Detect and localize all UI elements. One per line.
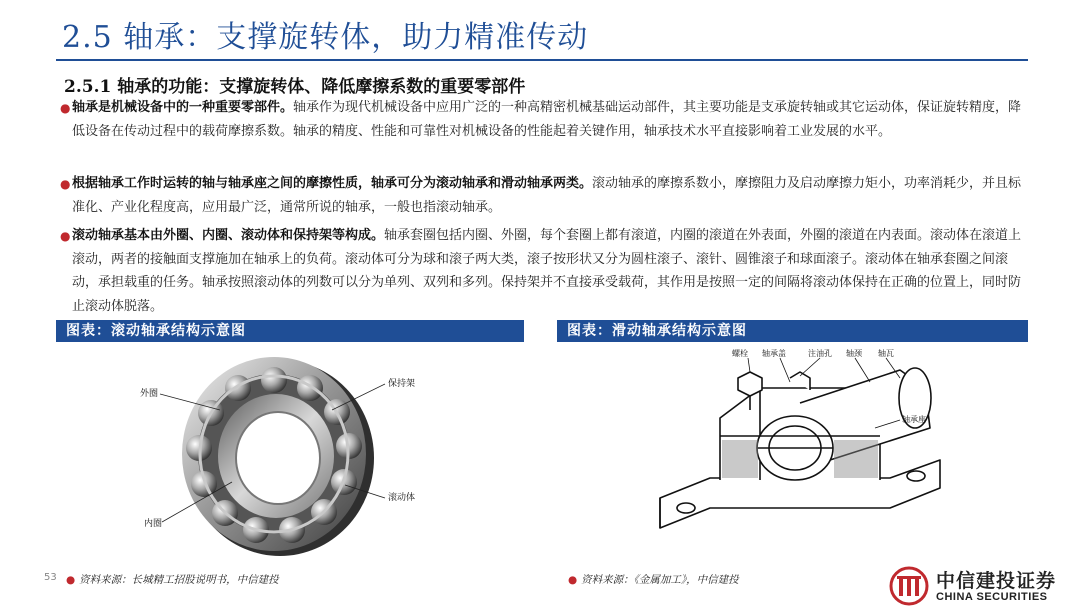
label-journal: 轴颈 bbox=[846, 349, 862, 358]
label-bearing-seat: 轴承座 bbox=[902, 415, 926, 424]
bullet-2-lead: 根据轴承工作时运转的轴与轴承座之间的摩擦性质，轴承可分为滚动轴承和滑动轴承两类。 bbox=[72, 176, 593, 191]
sliding-bearing-figure bbox=[650, 348, 950, 563]
bullet-dot-icon: ● bbox=[66, 574, 76, 586]
bullet-dot-icon: ● bbox=[60, 229, 71, 243]
source-text-right: 资料来源：《金属加工》，中信建投 bbox=[581, 574, 739, 586]
figure-caption-rolling-bearing: 图表：滚动轴承结构示意图 bbox=[56, 320, 524, 342]
label-oil-hole: 注油孔 bbox=[808, 349, 832, 358]
bullet-dot-icon: ● bbox=[60, 101, 71, 115]
figure-caption-sliding-bearing: 图表：滑动轴承结构示意图 bbox=[557, 320, 1028, 342]
company-logo bbox=[888, 566, 1068, 606]
bullet-3-text: 轴承套圈包括内圈、外圈，每个套圈上都有滚道，内圈的滚道在外表面，外圈的滚道在内表面。滚动体在滚道上滚动，两者的接触面支撑施加在轴承上的负荷。滚动体可分为球和滚子两大类，滚子按形状又分为圆柱滚子、滚针、圆锥滚子和球面滚子。滚动体在轴承套圈之间滚动，承担载重的任务。轴承按照滚动体的列数可以分为单列、双列和多列。保持架并不直接承受载荷，其作用是按照一定的间隔将滚动体保持在正确的位置上，同时防止滚动体脱落。 bbox=[72, 228, 1022, 314]
source-note-right bbox=[568, 572, 739, 587]
logo-text-cn: 中信建投证券 bbox=[936, 570, 1057, 592]
label-bolt: 螺栓 bbox=[732, 349, 748, 358]
label-bearing-cover: 轴承盖 bbox=[762, 349, 786, 358]
bullet-paragraph-3 bbox=[60, 224, 1028, 318]
logo-text-en: CHINA SECURITIES bbox=[936, 591, 1048, 603]
label-outer-ring: 外圈 bbox=[140, 389, 159, 399]
title-divider bbox=[56, 59, 1028, 61]
page-number: 53 bbox=[44, 572, 57, 583]
bullet-dot-icon: ● bbox=[60, 177, 71, 191]
citic-logo-icon bbox=[888, 566, 930, 606]
bullet-1-lead: 轴承是机械设备中的一种重要零部件。 bbox=[72, 100, 294, 115]
bullet-paragraph-2 bbox=[60, 172, 1028, 219]
section-heading: 2.5.1 轴承的功能：支撑旋转体、降低摩擦系数的重要零部件 bbox=[64, 77, 526, 97]
bullet-3-lead: 滚动轴承基本由外圈、内圈、滚动体和保持架等构成。 bbox=[72, 228, 385, 243]
label-cage: 保持架 bbox=[388, 379, 416, 389]
rolling-bearing-figure bbox=[130, 350, 460, 565]
bullet-paragraph-1 bbox=[60, 96, 1028, 143]
sliding-bearing-illustration bbox=[650, 348, 950, 563]
source-note-left bbox=[66, 572, 279, 587]
page-title: 2.5 轴承：支撑旋转体，助力精准传动 bbox=[62, 20, 589, 55]
label-bush: 轴瓦 bbox=[878, 349, 894, 358]
label-rolling-element: 滚动体 bbox=[388, 493, 416, 503]
bullet-2-text: 滚动轴承的摩擦系数小，摩擦阻力及启动摩擦力矩小，功率消耗少，并且标准化、产业化程度高，应用最广泛，通常所说的轴承，一般也指滚动轴承。 bbox=[72, 176, 1022, 215]
source-text-left: 资料来源：长城精工招股说明书，中信建投 bbox=[79, 574, 279, 586]
bullet-dot-icon: ● bbox=[568, 574, 578, 586]
label-inner-ring: 内圈 bbox=[144, 519, 163, 529]
bullet-1-text: 轴承作为现代机械设备中应用广泛的一种高精密机械基础运动部件，其主要功能是支承旋转轴或其它运动体，保证旋转精度，降低设备在传动过程中的载荷摩擦系数。轴承的精度、性能和可靠性对机械设备的性能起着关键作用，轴承技术水平直接影响着工业发展的水平。 bbox=[72, 100, 1022, 139]
